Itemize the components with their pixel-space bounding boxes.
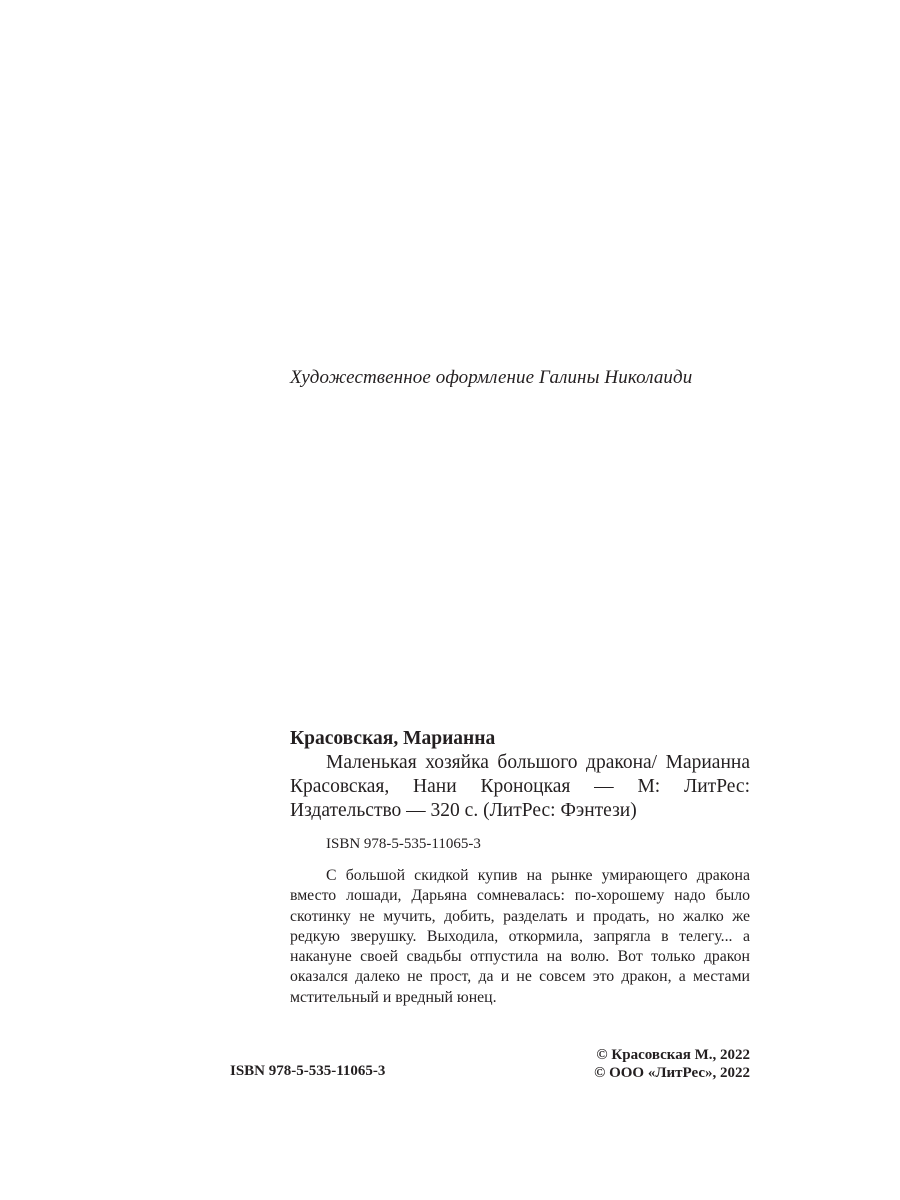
bib-annotation: С большой скидкой купив на рынке умирающего дракона вместо лошади, Дарьяна сомневалась: по-хорошему надо было скотинку не мучить, добить, разделать и продать, но жалко же редкую зверушку. Выходила, откормила, запрягла в телегу... а накануне своей свадьбы отпустила на волю. Вот только дракон оказался далеко не прост, да и не совсем это дракон, а местами мстительный и вредный юнец.: [290, 867, 750, 1006]
copyright-publisher: © ООО «ЛитРес», 2022: [594, 1065, 750, 1081]
design-credit: Художественное оформление Галины Николаиди: [290, 367, 693, 388]
bib-description: Маленькая хозяйка большого дракона/ Марианна Красовская, Нани Кроноцкая — М: ЛитРес: Издательство — 320 с. (ЛитРес: Фэнтези): [290, 752, 750, 821]
bib-isbn: ISBN 978-5-535-11065-3: [326, 836, 481, 852]
copyright-author: © Красовская М., 2022: [596, 1047, 750, 1063]
bib-author: Красовская, Марианна: [290, 728, 496, 749]
footer-isbn: ISBN 978-5-535-11065-3: [230, 1063, 386, 1079]
bibliographic-record: [290, 727, 750, 1008]
copyright-block: [594, 1046, 750, 1082]
